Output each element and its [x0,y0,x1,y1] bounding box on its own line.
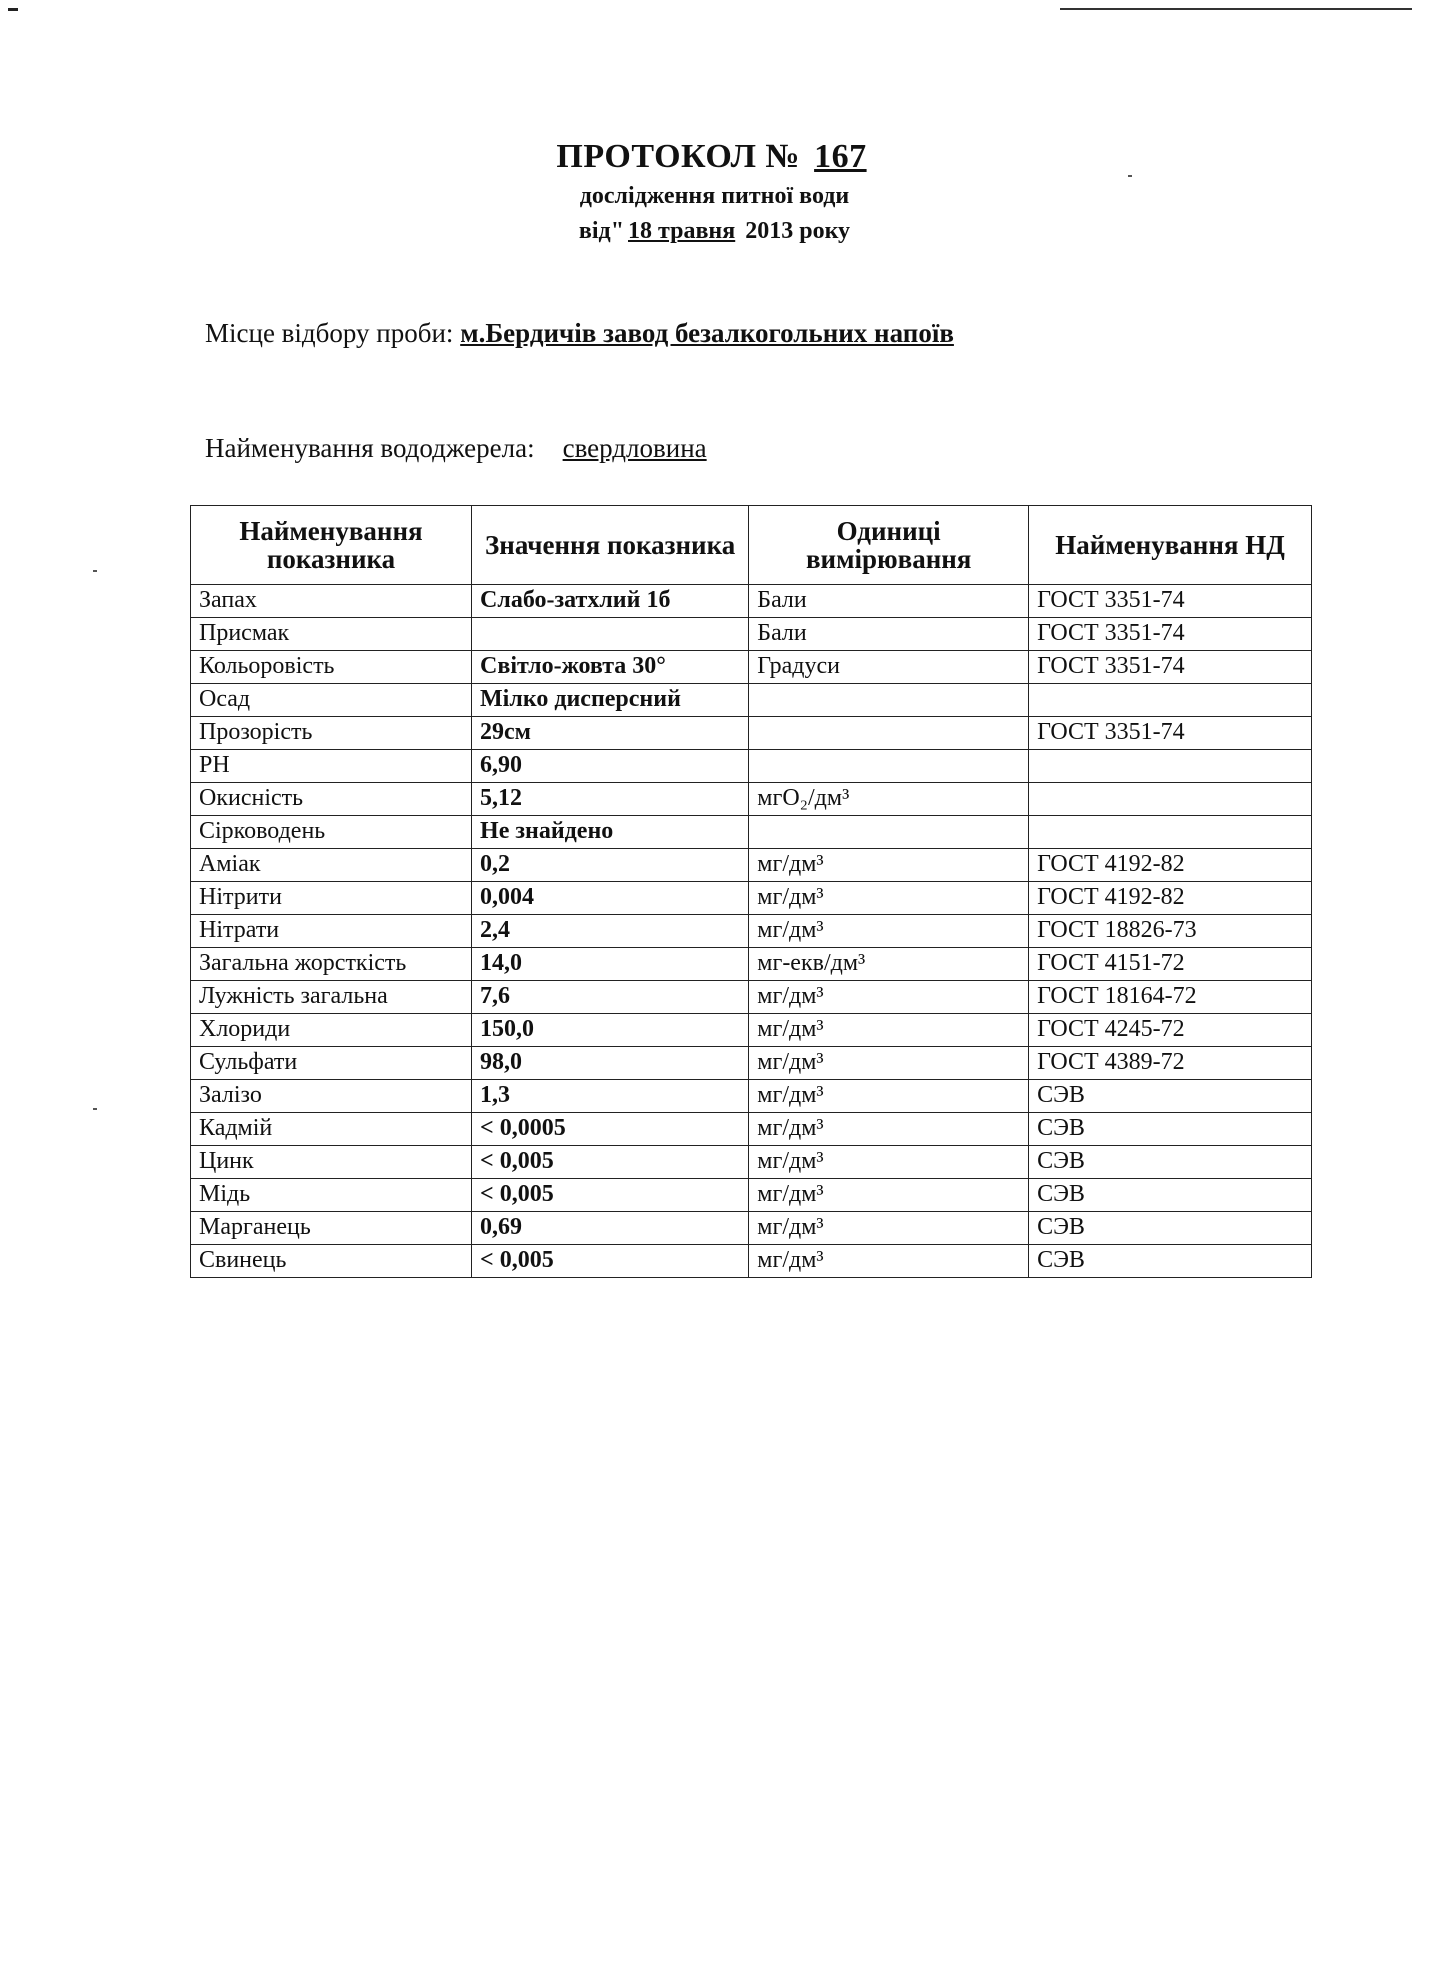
cell-value: 1,3 [472,1080,749,1113]
cell-indicator: Лужність загальна [191,981,472,1014]
cell-unit: мг/дм³ [749,1113,1029,1146]
table-row [191,915,1312,948]
cell-unit: мг/дм³ [749,849,1029,882]
date-value: 18 травня [628,218,736,244]
cell-value: 7,6 [472,981,749,1014]
cell-unit [749,717,1029,750]
cell-unit: мг/дм³ [749,1146,1029,1179]
cell-value: < 0,005 [472,1146,749,1179]
protocol-title-prefix: ПРОТОКОЛ № [556,138,801,175]
table-row [191,717,1312,750]
table-row [191,1047,1312,1080]
cell-nd: ГОСТ 4245-72 [1029,1014,1312,1047]
cell-nd [1029,783,1312,816]
cell-indicator: Нітрити [191,882,472,915]
cell-unit: мг/дм³ [749,981,1029,1014]
cell-indicator: Присмак [191,618,472,651]
cell-indicator: Запах [191,585,472,618]
cell-nd: ГОСТ 4192-82 [1029,882,1312,915]
header-nd: Найменування НД [1029,506,1312,585]
cell-value: < 0,0005 [472,1113,749,1146]
sample-place-value: м.Бердичів завод безалкогольних напоїв [460,318,954,348]
scan-speck [93,570,97,572]
scan-speck [93,1108,97,1110]
table-row [191,783,1312,816]
cell-indicator: Загальна жорсткість [191,948,472,981]
table-row [191,1014,1312,1047]
cell-value: 0,69 [472,1212,749,1245]
cell-indicator: Кадмій [191,1113,472,1146]
scan-mark [8,8,18,11]
cell-indicator: PH [191,750,472,783]
cell-value: 5,12 [472,783,749,816]
cell-unit [749,816,1029,849]
cell-value: < 0,005 [472,1245,749,1278]
table-row [191,684,1312,717]
cell-unit: мг/дм³ [749,1047,1029,1080]
water-source-value: свердловина [562,433,707,463]
cell-nd: СЭВ [1029,1113,1312,1146]
cell-value: Світло-жовта 30° [472,651,749,684]
cell-indicator: Прозорість [191,717,472,750]
protocol-subtitle: дослідження питної води [579,183,850,209]
cell-value: 150,0 [472,1014,749,1047]
cell-value [472,618,749,651]
cell-indicator: Сірководень [191,816,472,849]
cell-indicator: Осад [191,684,472,717]
cell-unit [749,750,1029,783]
cell-unit: мг/дм³ [749,1080,1029,1113]
sample-place [205,318,954,349]
cell-value: 6,90 [472,750,749,783]
cell-nd: ГОСТ 3351-74 [1029,618,1312,651]
cell-nd: ГОСТ 18826-73 [1029,915,1312,948]
protocol-date [0,218,1429,245]
cell-indicator: Кольоровість [191,651,472,684]
cell-indicator: Цинк [191,1146,472,1179]
cell-value: 98,0 [472,1047,749,1080]
cell-nd: СЭВ [1029,1179,1312,1212]
table-row [191,1080,1312,1113]
cell-value: 0,2 [472,849,749,882]
cell-unit: мг/дм³ [749,1245,1029,1278]
cell-nd: ГОСТ 4151-72 [1029,948,1312,981]
cell-value: 29см [472,717,749,750]
cell-unit: Градуси [749,651,1029,684]
scan-line [1060,8,1412,10]
cell-indicator: Окисність [191,783,472,816]
cell-value: Слабо-затхлий 1б [472,585,749,618]
cell-unit: мг/дм³ [749,915,1029,948]
table-row [191,882,1312,915]
cell-nd [1029,684,1312,717]
cell-value: < 0,005 [472,1179,749,1212]
date-prefix: від" [578,218,625,244]
cell-nd: СЭВ [1029,1212,1312,1245]
header-indicator: Найменування показника [191,506,472,585]
table-row [191,1146,1312,1179]
cell-indicator: Сульфати [191,1047,472,1080]
cell-value: Не знайдено [472,816,749,849]
cell-value: 14,0 [472,948,749,981]
cell-unit: Бали [749,585,1029,618]
cell-indicator: Свинець [191,1245,472,1278]
cell-nd: ГОСТ 4192-82 [1029,849,1312,882]
cell-nd: ГОСТ 3351-74 [1029,651,1312,684]
table-row [191,651,1312,684]
cell-nd: ГОСТ 3351-74 [1029,717,1312,750]
date-year: 2013 року [745,218,851,244]
cell-indicator: Залізо [191,1080,472,1113]
header-value: Значення показника [472,506,749,585]
table-row [191,948,1312,981]
cell-unit: мг/дм³ [749,882,1029,915]
cell-value: 2,4 [472,915,749,948]
protocol-title [0,138,1429,176]
table-row [191,585,1312,618]
water-source [205,433,777,464]
cell-nd [1029,750,1312,783]
cell-unit: мг/дм³ [749,1014,1029,1047]
table-row [191,1245,1312,1278]
table-row [191,1179,1312,1212]
cell-indicator: Нітрати [191,915,472,948]
water-source-label: Найменування вододжерела: [205,433,535,463]
table-row [191,849,1312,882]
cell-value: 0,004 [472,882,749,915]
table-row [191,1113,1312,1146]
table-row [191,618,1312,651]
table-row [191,981,1312,1014]
cell-nd: ГОСТ 3351-74 [1029,585,1312,618]
protocol-number: 167 [814,138,867,175]
cell-unit: мгО₂/дм³ [749,783,1029,816]
cell-value: Мілко дисперсний [472,684,749,717]
table-row [191,816,1312,849]
cell-nd: ГОСТ 4389-72 [1029,1047,1312,1080]
cell-nd: СЭВ [1029,1146,1312,1179]
header-unit: Одиниці вимірювання [749,506,1029,585]
cell-unit: Бали [749,618,1029,651]
cell-nd [1029,816,1312,849]
cell-indicator: Марганець [191,1212,472,1245]
cell-unit: мг/дм³ [749,1212,1029,1245]
cell-unit [749,684,1029,717]
cell-nd: СЭВ [1029,1245,1312,1278]
cell-unit: мг/дм³ [749,1179,1029,1212]
table-header-row [191,506,1312,585]
cell-nd: СЭВ [1029,1080,1312,1113]
cell-indicator: Мідь [191,1179,472,1212]
table-row [191,1212,1312,1245]
results-table [190,505,1312,1278]
cell-indicator: Хлориди [191,1014,472,1047]
table-row [191,750,1312,783]
cell-indicator: Аміак [191,849,472,882]
sample-place-label: Місце відбору проби: [205,318,454,348]
cell-unit: мг-екв/дм³ [749,948,1029,981]
cell-nd: ГОСТ 18164-72 [1029,981,1312,1014]
